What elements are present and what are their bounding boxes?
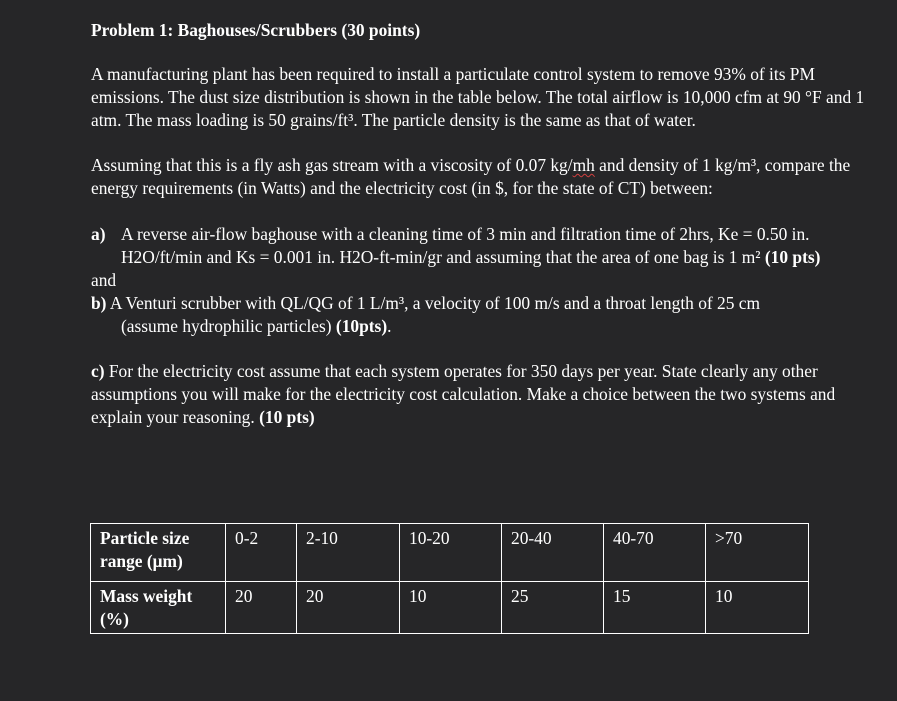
table-cell: 20 bbox=[226, 582, 297, 634]
item-b bbox=[91, 292, 881, 338]
problem-assumptions bbox=[91, 154, 881, 200]
item-a-points: (10 pts) bbox=[764, 247, 821, 267]
item-a-text bbox=[121, 223, 881, 269]
item-b-marker: b) bbox=[91, 293, 107, 313]
problem-title: Problem 1: Baghouses/Scrubbers (30 points) bbox=[91, 20, 421, 40]
table-cell: 40-70 bbox=[604, 524, 706, 582]
item-c-points: (10 pts) bbox=[259, 407, 315, 427]
table-cell: 10 bbox=[706, 582, 809, 634]
item-b-continuation: (assume hydrophilic particles) bbox=[121, 316, 336, 336]
table-row-size-range bbox=[91, 524, 809, 582]
item-a-marker: a) bbox=[91, 224, 106, 244]
assumptions-text-end: and density of 1 kg/m³, compare the energy requirements (in Watts) and the electricity cost (in $, for the state of CT) between: bbox=[91, 155, 851, 198]
table-cell: 10 bbox=[400, 582, 502, 634]
assumptions-text-start: Assuming that this is a fly ash gas stream with a viscosity of 0.07 kg/ bbox=[91, 155, 573, 175]
item-b-points: (10pts) bbox=[335, 316, 388, 336]
and-text: and bbox=[91, 270, 117, 290]
mass-weight-header: Mass weight (%) bbox=[91, 582, 226, 634]
size-distribution-table bbox=[90, 523, 809, 634]
item-c bbox=[91, 360, 881, 429]
item-a-body: A reverse air-flow baghouse with a cleaning time of 3 min and filtration time of 2hrs, Ke = 0.50 in. H2O/ft/min and Ks = 0.001 in. H2O-ft-min/gr and assuming that the area of one bag is 1 m² bbox=[121, 224, 810, 267]
table-cell: 2-10 bbox=[297, 524, 400, 582]
problem-document bbox=[91, 19, 881, 429]
size-range-header: Particle size range (μm) bbox=[91, 524, 226, 582]
table-cell: 10-20 bbox=[400, 524, 502, 582]
item-a bbox=[91, 223, 881, 269]
table-row-mass-weight bbox=[91, 582, 809, 634]
table-cell: 0-2 bbox=[226, 524, 297, 582]
table-cell: 20-40 bbox=[502, 524, 604, 582]
table-cell: >70 bbox=[706, 524, 809, 582]
item-b-text: A Venturi scrubber with QL/QG of 1 L/m³, a velocity of 100 m/s and a throat length of 25 cm bbox=[106, 293, 761, 313]
spellcheck-word: mh bbox=[572, 155, 595, 175]
table-cell: 15 bbox=[604, 582, 706, 634]
problem-description: A manufacturing plant has been required to install a particulate control system to remove 93% of its PM emissions. The dust size distribution is shown in the table below. The total airflow is 10,000 cfm at 90 °F and 1 atm. The mass loading is 50 grains/ft³. The particle density is the same as that of water. bbox=[91, 64, 865, 130]
item-c-marker: c) bbox=[91, 361, 105, 381]
table-cell: 20 bbox=[297, 582, 400, 634]
item-b-end: . bbox=[387, 316, 392, 336]
table-cell: 25 bbox=[502, 582, 604, 634]
item-c-text: For the electricity cost assume that each system operates for 350 days per year. State clearly any other assumptions you will make for the electricity cost calculation. Make a choice between the two systems and explain your reasoning. bbox=[91, 361, 836, 427]
